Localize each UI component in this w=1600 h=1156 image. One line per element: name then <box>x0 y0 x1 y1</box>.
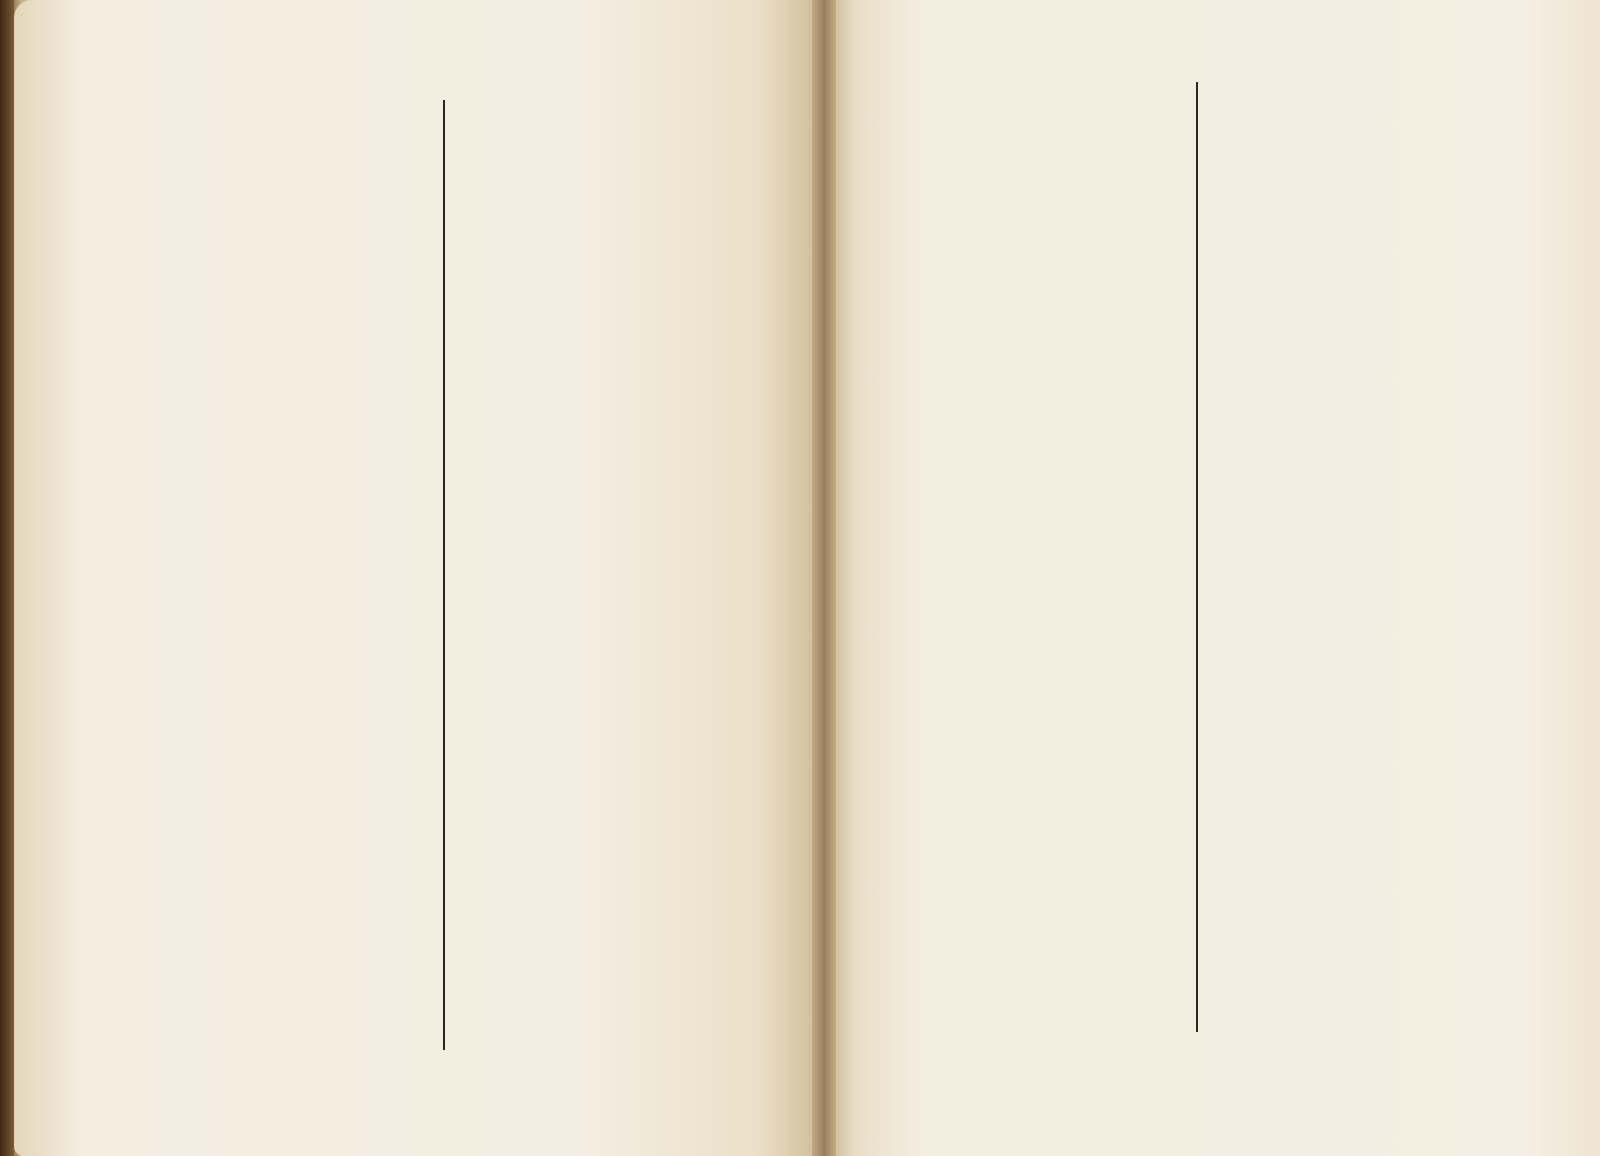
right-page-column-2 <box>1204 78 1534 92</box>
left-page <box>14 0 824 1156</box>
book-gutter <box>812 0 836 1156</box>
right-page-column-1 <box>860 78 1190 92</box>
book-edge <box>0 0 14 1156</box>
right-page <box>824 0 1600 1156</box>
column-rule <box>1196 82 1198 1032</box>
left-page-column-2 <box>463 92 793 106</box>
column-rule <box>443 100 445 1050</box>
left-page-column-1 <box>119 92 439 106</box>
